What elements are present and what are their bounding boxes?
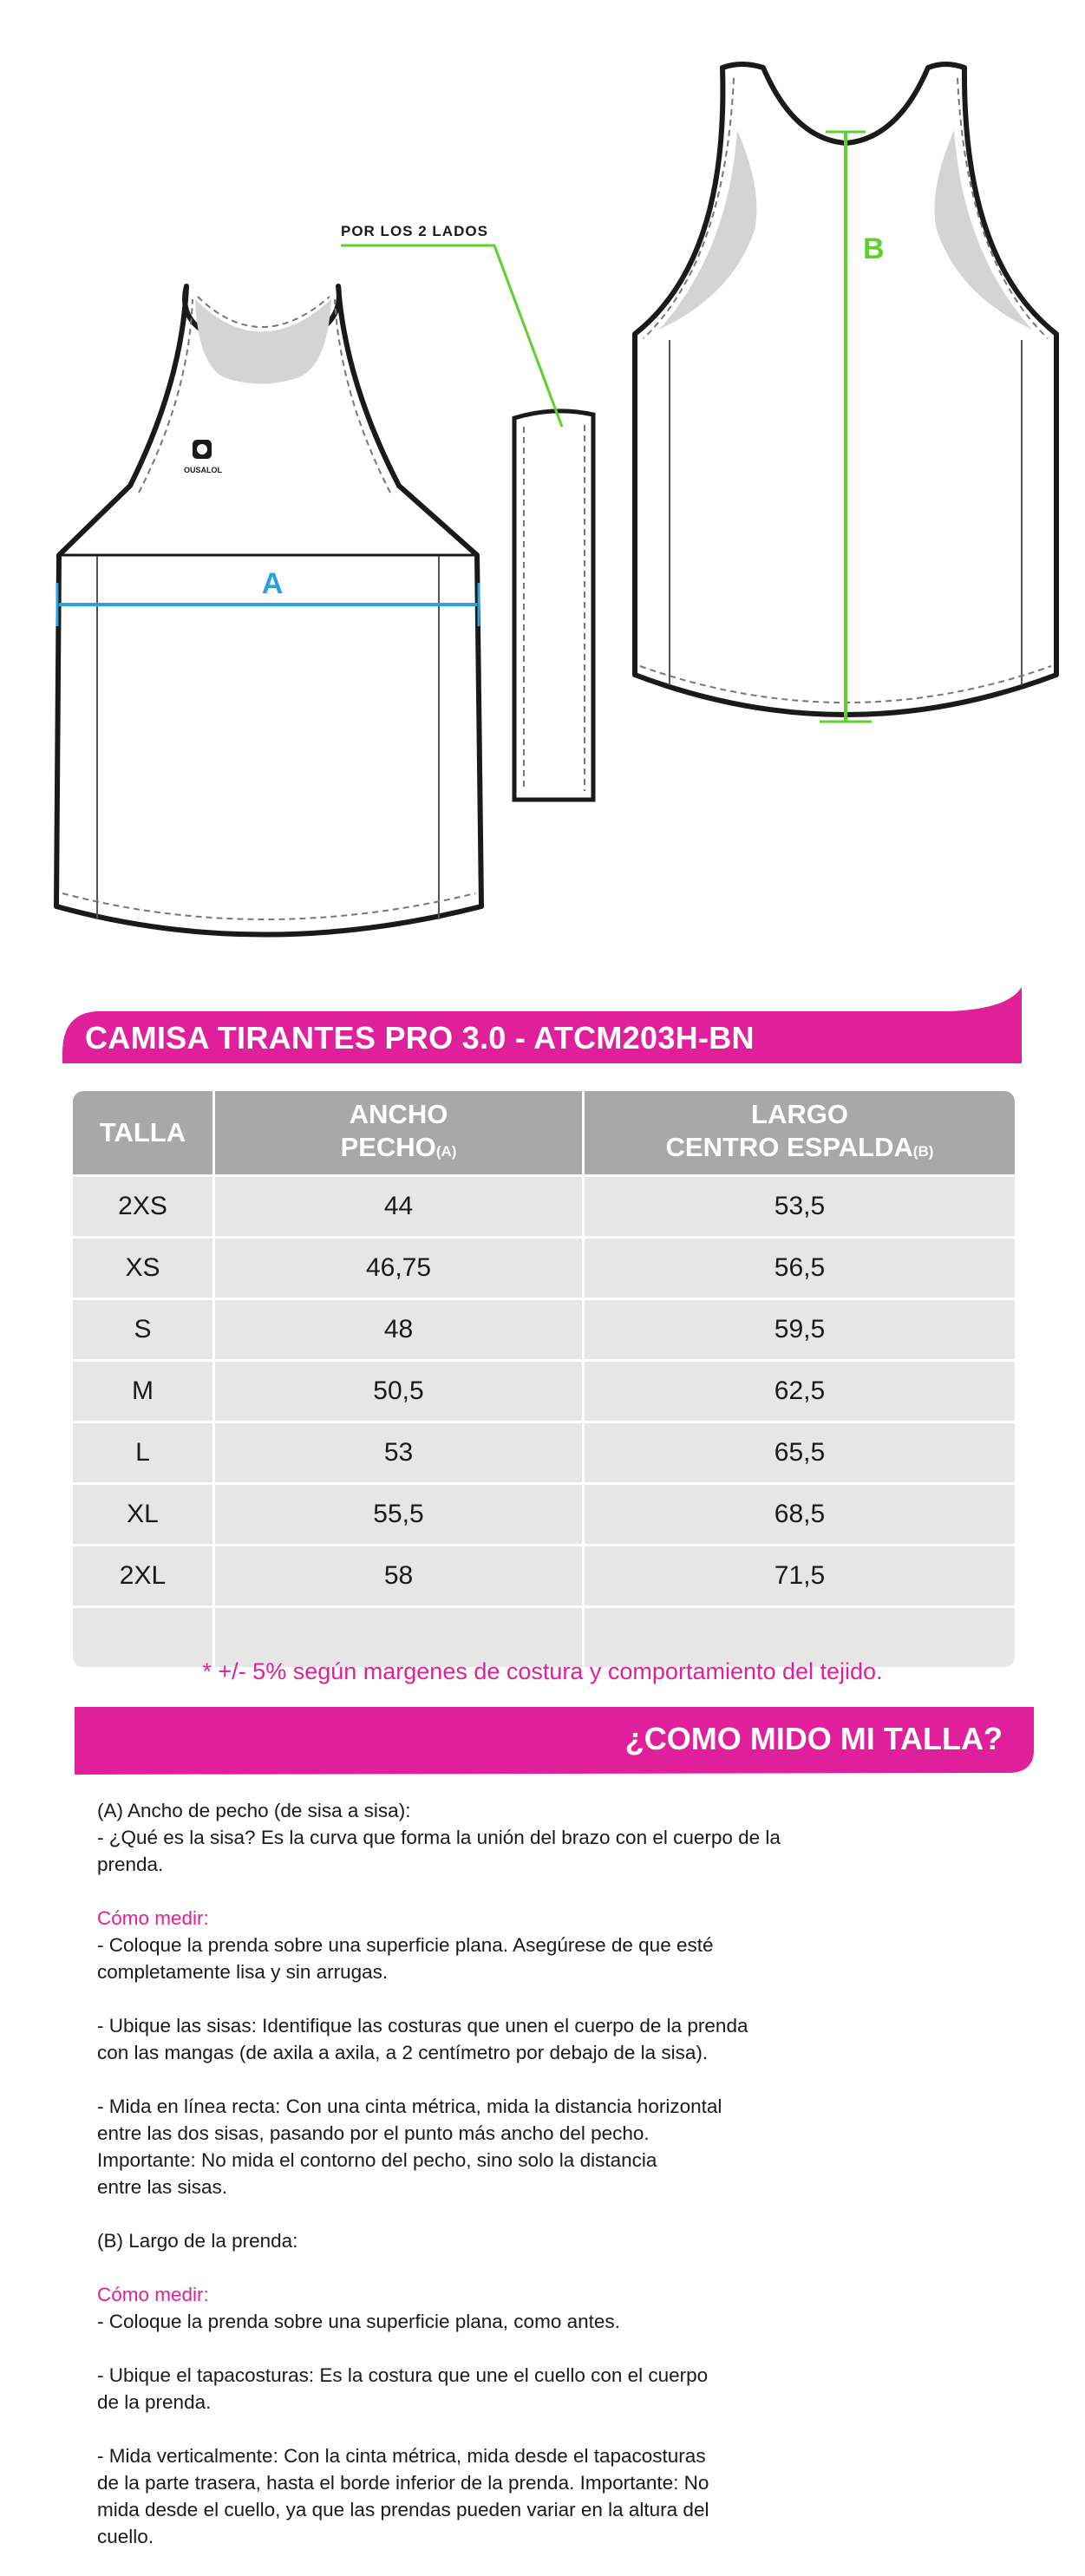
- size-cell: 2XS: [73, 1177, 215, 1236]
- back-length-cell: 62,5: [585, 1362, 1015, 1421]
- chest-width-cell: 58: [215, 1546, 585, 1605]
- strap-detail-drawing: [514, 411, 593, 800]
- size-cell: S: [73, 1300, 215, 1359]
- garment-illustration: [0, 0, 1085, 963]
- chest-width-cell: 44: [215, 1177, 585, 1236]
- header-back-length: [585, 1091, 1015, 1174]
- tolerance-note: * +/- 5% según margenes de costura y comportamiento del tejido.: [202, 1658, 883, 1684]
- howto-title: ¿COMO MIDO MI TALLA?: [624, 1721, 1003, 1756]
- chest-step-line: - Coloque la prenda sobre una superficie plana. Asegúrese de que esté: [97, 1934, 714, 1956]
- size-cell: XL: [73, 1485, 215, 1544]
- header-chest-tag: (A): [435, 1142, 457, 1160]
- chest-width-cell: 46,75: [215, 1239, 585, 1298]
- chest-step-line: Importante: No mida el contorno del pecho, sino solo la distancia: [97, 2149, 657, 2171]
- table-row: [73, 1485, 1015, 1546]
- table-row: [73, 1177, 1015, 1239]
- header-chest-line2: PECHO: [340, 1131, 436, 1162]
- chest-width-cell: 48: [215, 1300, 585, 1359]
- chest-step-line: - Ubique las sisas: Identifique las costuras que unen el cuerpo de la prenda: [97, 2015, 748, 2037]
- side-label: POR LOS 2 LADOS: [341, 223, 488, 239]
- length-how-to-label: Cómo medir:: [97, 2284, 209, 2305]
- chest-how-to-label: Cómo medir:: [97, 1907, 209, 1929]
- side-label-pointer: [341, 245, 562, 427]
- table-row: [73, 1546, 1015, 1608]
- length-step-line: cuello.: [97, 2526, 154, 2547]
- length-step-line: - Ubique el tapacosturas: Es la costura que une el cuello con el cuerpo: [97, 2364, 709, 2386]
- armhole-definition-line: prenda.: [97, 1854, 164, 1875]
- back-length-cell: 68,5: [585, 1485, 1015, 1544]
- chest-step-line: con las mangas (de axila a axila, a 2 centímetro por debajo de la sisa).: [97, 2042, 709, 2063]
- table-row: [73, 1362, 1015, 1423]
- length-step-line: de la prenda.: [97, 2391, 212, 2413]
- back-length-cell: 53,5: [585, 1177, 1015, 1236]
- front-garment-drawing: [56, 286, 481, 935]
- chest-step-line: completamente lisa y sin arrugas.: [97, 1961, 389, 1983]
- measure-a-label: A: [261, 567, 284, 600]
- size-table: [73, 1091, 1015, 1667]
- back-length-cell: 65,5: [585, 1423, 1015, 1482]
- size-cell: 2XL: [73, 1546, 215, 1605]
- length-step-line: de la parte trasera, hasta el borde inferior de la prenda. Importante: No: [97, 2472, 709, 2494]
- back-length-cell: 71,5: [585, 1546, 1015, 1605]
- length-step-line: - Mida verticalmente: Con la cinta métrica, mida desde el tapacosturas: [97, 2445, 706, 2467]
- product-title-banner: [62, 987, 1022, 1063]
- header-chest-line1: ANCHO: [349, 1098, 448, 1129]
- table-row: [73, 1239, 1015, 1300]
- size-cell: M: [73, 1362, 215, 1421]
- header-chest-width: [215, 1091, 585, 1174]
- table-header-row: [73, 1091, 1015, 1177]
- chest-width-cell: 53: [215, 1423, 585, 1482]
- chest-width-cell: 55,5: [215, 1485, 585, 1544]
- header-length-line1: LARGO: [751, 1098, 848, 1129]
- back-length-cell: 56,5: [585, 1239, 1015, 1298]
- back-length-cell: 59,5: [585, 1300, 1015, 1359]
- measuring-instructions: [97, 1797, 843, 2550]
- chest-heading: (A) Ancho de pecho (de sisa a sisa):: [97, 1800, 411, 1821]
- chest-step-line: entre las dos sisas, pasando por el punto más ancho del pecho.: [97, 2122, 650, 2144]
- size-cell: L: [73, 1423, 215, 1482]
- size-cell: XS: [73, 1239, 215, 1298]
- howto-banner: [75, 1707, 1034, 1775]
- length-step-line: mida desde el cuello, ya que las prendas pueden variar en la altura del: [97, 2499, 709, 2520]
- measure-b-label: B: [863, 232, 885, 265]
- table-row: [73, 1300, 1015, 1362]
- header-length-tag: (B): [912, 1142, 934, 1160]
- header-length-line2: CENTRO ESPALDA: [665, 1131, 913, 1162]
- table-row: [73, 1423, 1015, 1485]
- chest-step-line: entre las sisas.: [97, 2176, 228, 2198]
- length-heading: (B) Largo de la prenda:: [97, 2230, 298, 2252]
- brand-logo-text: OUSALOL: [184, 466, 222, 474]
- header-size: TALLA: [73, 1091, 215, 1174]
- armhole-definition-line: - ¿Qué es la sisa? Es la curva que forma la unión del brazo con el cuerpo de la: [97, 1827, 781, 1848]
- product-title: CAMISA TIRANTES PRO 3.0 - ATCM203H-BN: [85, 1020, 755, 1056]
- table-body: [73, 1177, 1015, 1667]
- chest-step-line: - Mida en línea recta: Con una cinta métrica, mida la distancia horizontal: [97, 2095, 722, 2117]
- chest-width-cell: 50,5: [215, 1362, 585, 1421]
- length-step-line: - Coloque la prenda sobre una superficie plana, como antes.: [97, 2311, 620, 2332]
